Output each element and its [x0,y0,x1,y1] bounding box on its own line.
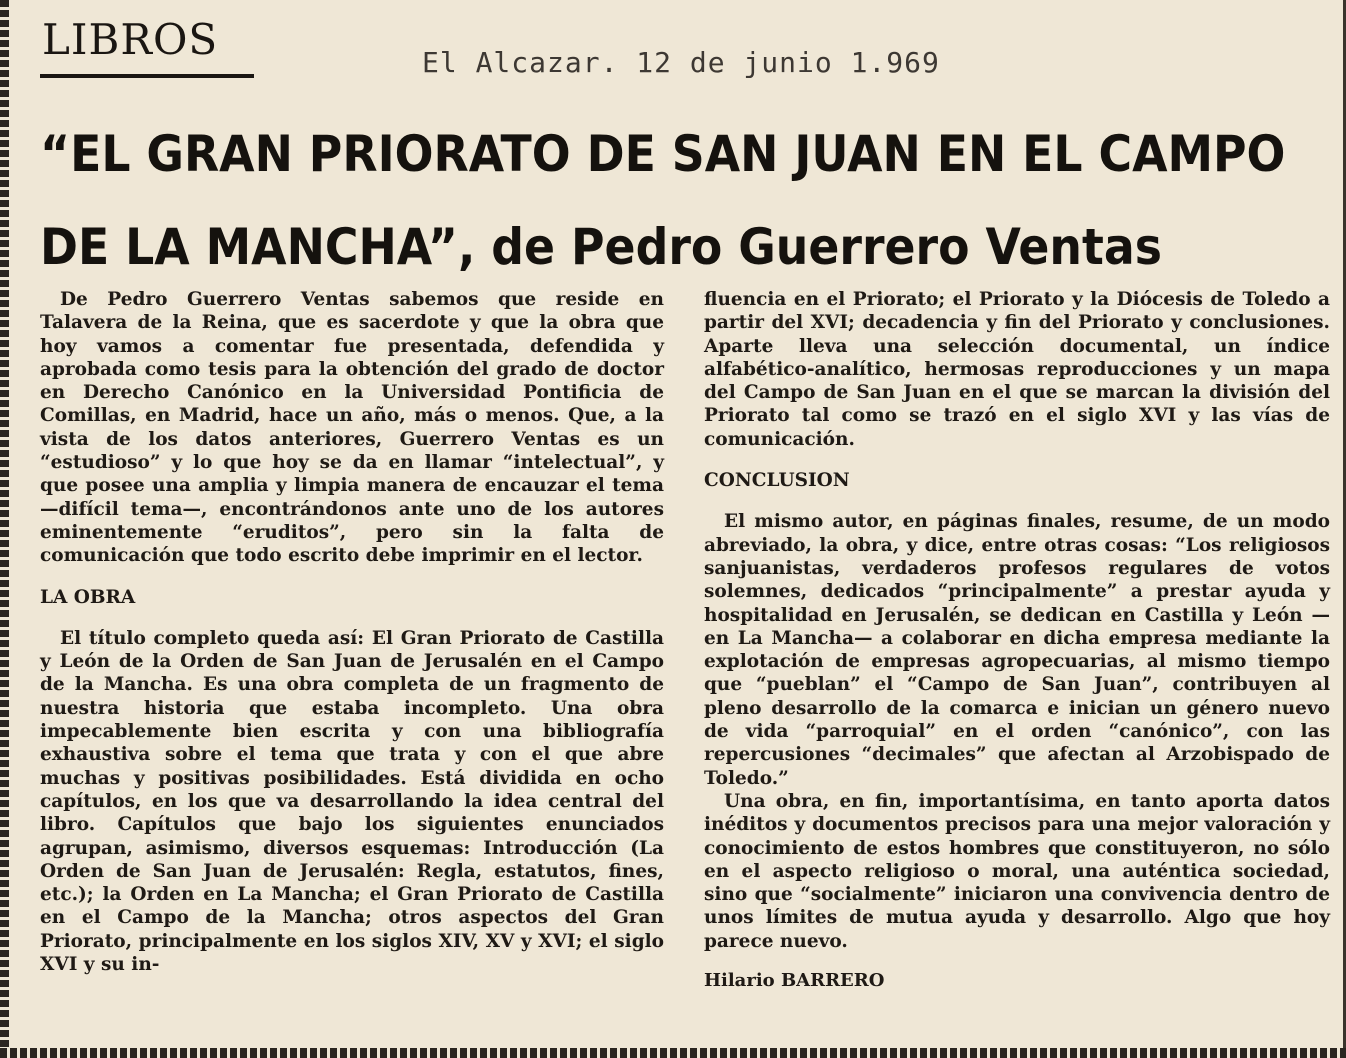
subhead-la-obra: LA OBRA [40,586,136,608]
page-edge-bottom [0,1048,1346,1058]
headline-line-1: “EL GRAN PRIORATO DE SAN JUAN EN EL CAMPO [40,125,1286,183]
dateline: El Alcazar. 12 de junio 1.969 [422,46,940,79]
headline [40,108,1286,294]
conclusion-paragraph-2: Una obra, en fin, importantísima, en tanto aporta datos inéditos y documentos precisos para una mejor valoración y conocimiento de estos hombres que constituyeron, no sólo en el aspecto religioso o moral, una auténtica sociedad, sino que “socialmente” iniciaron una convivencia dentro de unos límites de mutua ayuda y desarrollo. Algo que hoy parece nuevo. [704,790,1330,952]
obra-paragraph-continued: fluencia en el Priorato; el Priorato y la Diócesis de Toledo a partir del XVI; decadencia y fin del Priorato y conclusiones. Aparte lleva una selección documental, un índice alfabético-analítico, hermosas reproducciones y un mapa del Campo de San Juan en el que se marcan la división del Priorato tal como se trazó en el siglo XVI y las vías de comunicación. [704,289,1330,450]
conclusion-paragraph-1: El mismo autor, en páginas finales, resume, de un modo abreviado, la obra, y dice, entre otras cosas: “Los religiosos sanjuanistas, verdaderos profesos regulares de votos solemnes, dedicados “principalmente” a prestar ayuda y hospitalidad en Jerusalén, se dedican en Castilla y León —en La Mancha— a colaborar en dicha empresa mediante la explotación de empresas agropecuarias, al mismo tiempo que “pueblan” el “Campo de San Juan”, contribuyen al pleno desarrollo de la comarca e inician un género nuevo de vida “parroquial” en el orden “canónico”, con las repercusiones “decimales” que afectan al Arzobispado de Toledo.” [704,511,1330,789]
headline-line-2: DE LA MANCHA”, de Pedro Guerrero Ventas [40,218,1162,276]
page-edge-left [0,0,9,1058]
article-column-right [704,288,1330,992]
obra-paragraph: El título completo queda así: El Gran Priorato de Castilla y León de la Orden de San Juan de Jerusalén en el Campo de la Mancha. Es una obra completa de un fragmento de nuestra historia que estaba incompleto. Una obra impecablemente bien escrita y con una bibliografía exhaustiva sobre el tema que trata y con el que abre muchas y positivas posibilidades. Está dividida en ocho capítulos, en los que va desarrollando la idea central del libro. Capítulos que bajo los siguientes enunciados agrupan, asimismo, diversos esquemas: Introducción (La Orden de San Juan de Jerusalén: Regla, estatutos, fines, etc.); la Orden en La Mancha; el Gran Priorato de Castilla en el Campo de la Mancha; otros aspectos del Gran Priorato, principalmente en los siglos XIV, XV y XVI; el siglo XVI y su in- [40,627,664,976]
section-underline [40,74,254,78]
author-signature: Hilario BARRERO [704,970,885,992]
intro-paragraph: De Pedro Guerrero Ventas sabemos que reside en Talavera de la Reina, que es sacerdote y que la obra que hoy vamos a comentar fue presentada, defendida y aprobada como tesis para la obtención del grado de doctor en Derecho Canónico en la Universidad Pontificia de Comillas, en Madrid, hace un año, más o menos. Que, a la vista de los datos anteriores, Guerrero Ventas es un “estudioso” y lo que hoy se da en llamar “intelectual”, y que posee una amplia y limpia manera de encauzar el tema —difícil tema—, encontrándonos ante uno de los autores eminentemente “eruditos”, pero sin la falta de comunicación que todo escrito debe imprimir en el lector. [40,289,664,567]
subhead-conclusion: CONCLUSION [704,470,850,492]
section-title: LIBROS [42,15,219,64]
article-column-left [40,288,664,976]
